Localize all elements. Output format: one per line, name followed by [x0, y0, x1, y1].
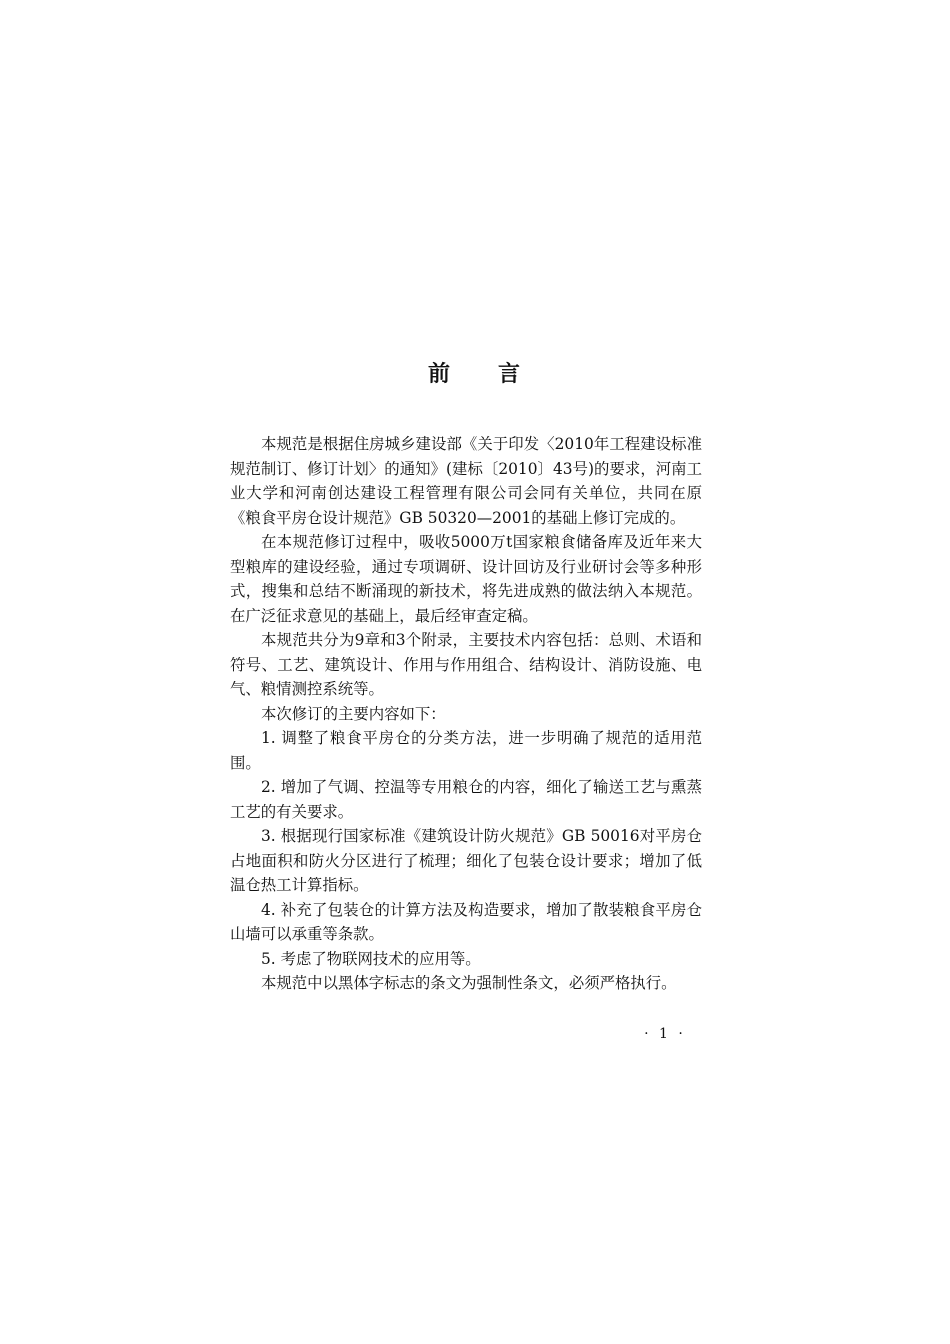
paragraph-contents: 本规范共分为9章和3个附录，主要技术内容包括：总则、术语和符号、工艺、建筑设计、作用与作用组合、结构设计、消防设施、电气、粮情测控系统等。 — [230, 631, 702, 698]
preface-body — [230, 432, 702, 996]
paragraph-origin: 本规范是根据住房城乡建设部《关于印发〈2010年工程建设标准规范制订、修订计划〉的通知》(建标〔2010〕43号)的要求，河南工业大学和河南创达建设工程管理有限公司会同有关单位，共同在原《粮食平房仓设计规范》GB 50320—2001的基础上修订完成的。 — [230, 435, 702, 527]
page-title — [0, 357, 950, 388]
paragraph-revision-intro: 本次修订的主要内容如下： — [261, 704, 446, 723]
title-char-1: 前 — [427, 362, 452, 387]
paragraph-mandatory: 本规范中以黑体字标志的条文为强制性条文，必须严格执行。 — [261, 974, 677, 992]
revision-item-4: 4. 补充了包装仓的计算方法及构造要求，增加了散装粮食平房仓山墙可以承重等条款。 — [230, 900, 702, 943]
title-char-2: 言 — [498, 362, 523, 387]
page-number: · 1 · — [644, 1026, 686, 1042]
revision-item-1: 1. 调整了粮食平房仓的分类方法，进一步明确了规范的适用范围。 — [230, 729, 702, 772]
revision-item-3: 3. 根据现行国家标准《建筑设计防火规范》GB 50016对平房仓占地面积和防火分区进行了梳理；细化了包装仓设计要求；增加了低温仓热工计算指标。 — [230, 827, 702, 894]
paragraph-process: 在本规范修订过程中，吸收5000万t国家粮食储备库及近年来大型粮库的建设经验，通过专项调研、设计回访及行业研讨会等多种形式，搜集和总结不断涌现的新技术，将先进成熟的做法纳入本规范。在广泛征求意见的基础上，最后经审查定稿。 — [230, 533, 702, 625]
revision-item-2: 2. 增加了气调、控温等专用粮仓的内容，细化了输送工艺与熏蒸工艺的有关要求。 — [230, 778, 702, 821]
revision-item-5: 5. 考虑了物联网技术的应用等。 — [261, 949, 481, 968]
